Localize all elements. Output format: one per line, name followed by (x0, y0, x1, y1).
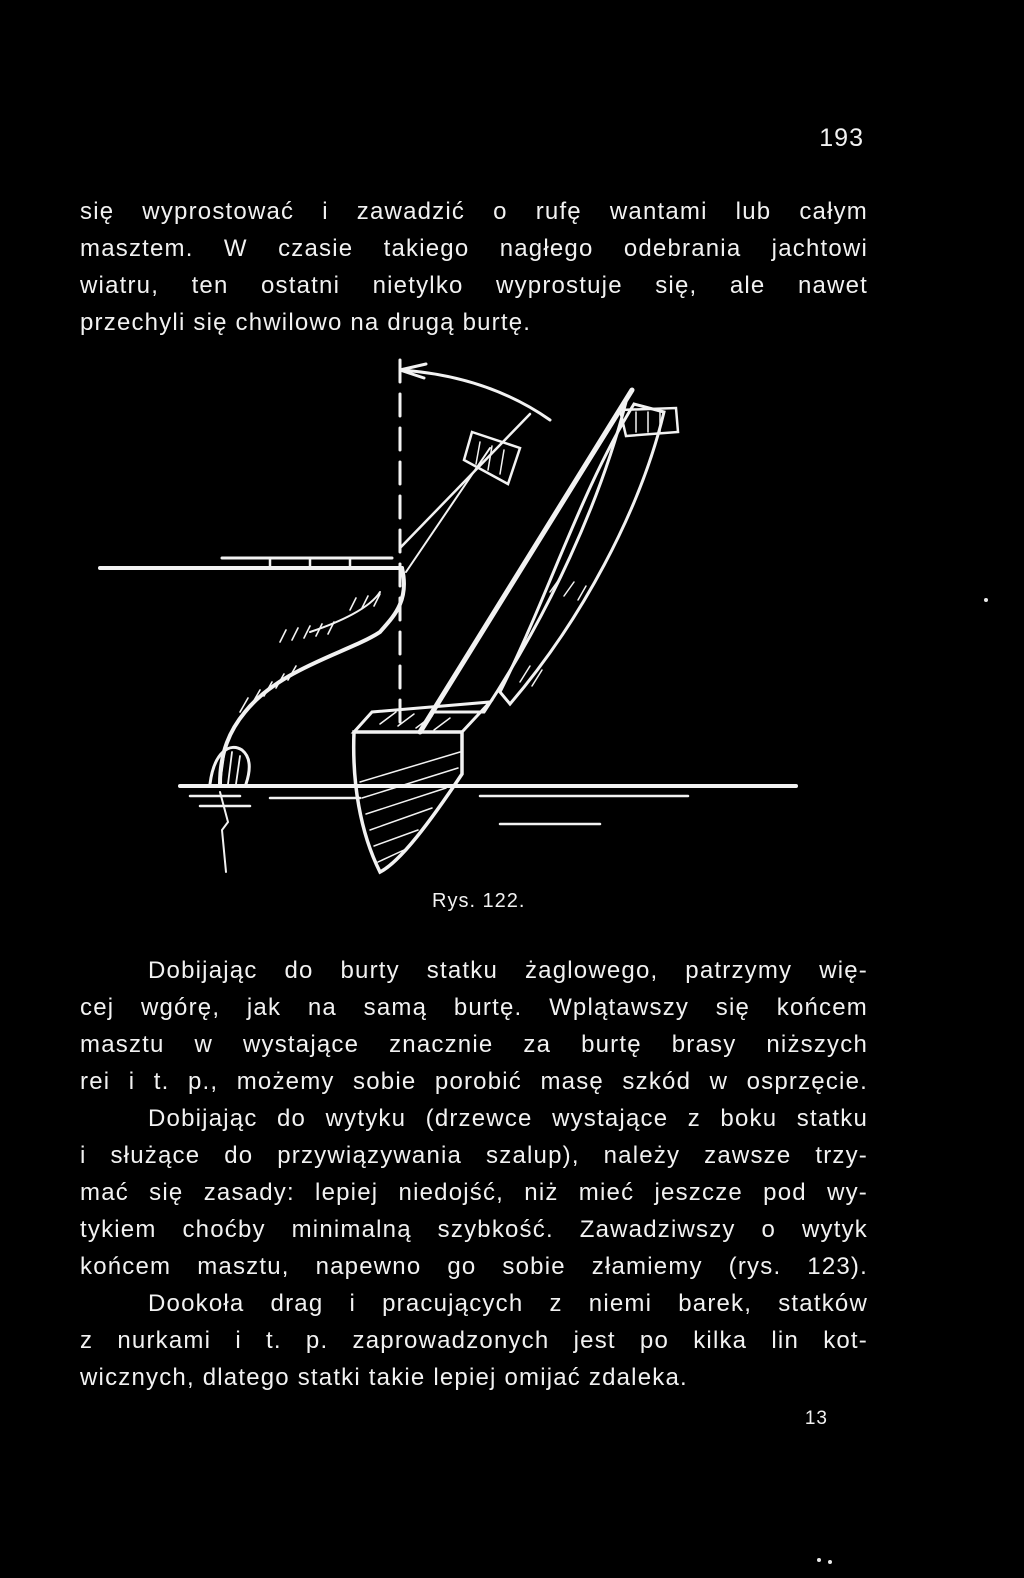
text-line: Dookoła drag i pracujących z niemi barek, statków (148, 1290, 868, 1317)
paragraph-top (80, 193, 868, 341)
text-line: przechyli się chwilowo na drugą burtę. (80, 309, 532, 336)
text-line: się wyprostować i zawadzić o rufę wantami lub całym (80, 198, 868, 225)
print-speck (828, 1560, 832, 1564)
text-line: Dobijając do wytyku (drzewce wystające z boku statku (148, 1105, 868, 1132)
yacht-mainsail (432, 402, 626, 712)
yacht-jib (500, 404, 664, 704)
print-speck (817, 1558, 821, 1562)
text-line: końcem masztu, napewno go sobie złamiemy (rys. 123). (80, 1253, 868, 1280)
anchor-line (220, 792, 228, 872)
text-line: wiatru, ten ostatni nietylko wyprostuje się, ale nawet (80, 272, 868, 299)
figure-caption: Rys. 122. (432, 890, 526, 912)
text-line: z nurkami i t. p. zaprowadzonych jest po kilka lin kot- (80, 1327, 868, 1354)
text-line: rei i t. p., możemy sobie porobić masę szkód w osprzęcie. (80, 1068, 868, 1095)
yacht-rigging (400, 414, 530, 548)
text-line: mać się zasady: lepiej niedojść, niż mieć jeszcze pod wy- (80, 1179, 868, 1206)
sheet-mark: 13 (804, 1408, 828, 1429)
print-speck (984, 598, 988, 602)
text-line: masztu w wystające znacznie za burtę brasy niższych (80, 1031, 868, 1058)
paragraph-bottom (80, 952, 868, 1396)
ship-mast-illustration (80, 352, 900, 912)
text-line: i służące do przywiązywania szalup), należy zawsze trzy- (80, 1142, 868, 1169)
page-number: 193 (819, 124, 864, 152)
text-line: masztem. W czasie takiego nagłego odebrania jachtowi (80, 235, 868, 262)
text-line: wicznych, dlatego statki takie lepiej omijać zdaleka. (80, 1364, 688, 1391)
text-line: cej wgórę, jak na samą burtę. Wplątawszy się końcem (80, 994, 868, 1021)
yacht-keel (354, 732, 462, 872)
text-line: Dobijając do burty statku żaglowego, patrzymy wię- (148, 957, 868, 984)
ship-yard-sail (464, 432, 520, 484)
text-line: tykiem choćby minimalną szybkość. Zawadziwszy o wytyk (80, 1216, 868, 1243)
